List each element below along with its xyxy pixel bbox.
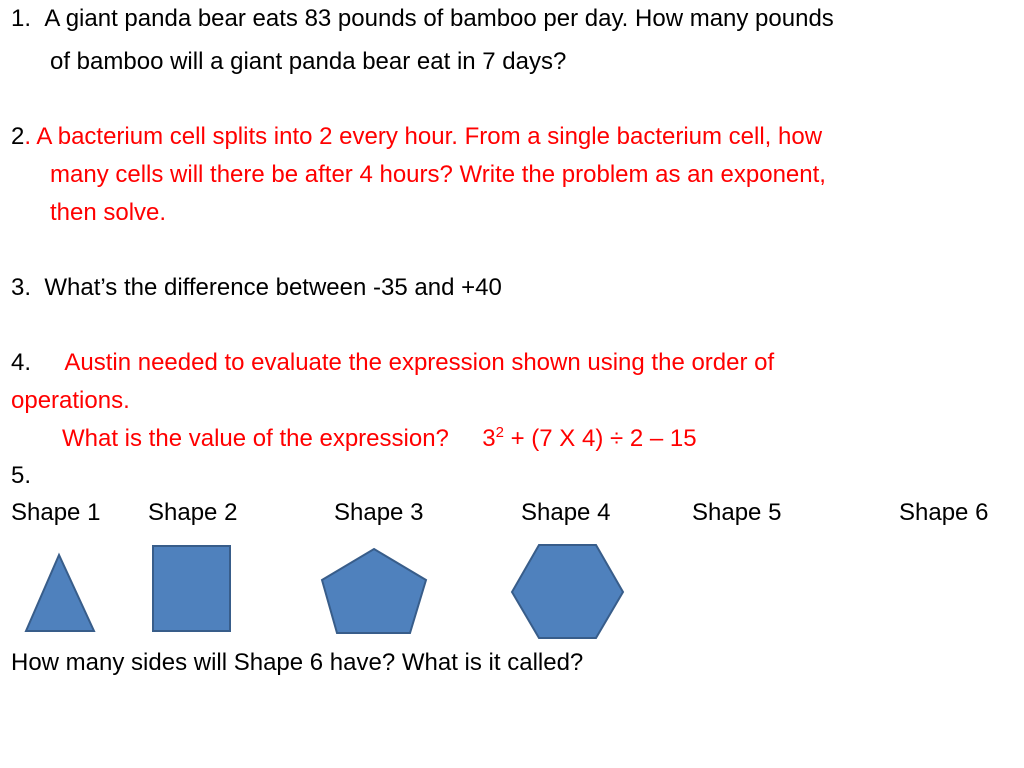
problem-3-text: What’s the difference between -35 and +40: [44, 274, 502, 301]
problem-4-number: 4.: [11, 349, 32, 376]
problem-2-text-line-1: . A bacterium cell splits into 2 every hour. From a single bacterium cell, how: [24, 123, 823, 150]
problem-4-text-line-2: operations.: [11, 387, 130, 414]
problem-2-text-line-2: many cells will there be after 4 hours? Write the problem as an exponent,: [50, 161, 826, 188]
shape-2-label: Shape 2: [148, 499, 238, 526]
problem-3: [11, 269, 502, 307]
problem-2-line-1: [11, 118, 822, 156]
problem-4-line-1: [11, 344, 774, 382]
problem-1-number: 1.: [11, 5, 32, 32]
square-icon: [153, 546, 230, 631]
triangle-icon: [26, 555, 94, 631]
shape-1-label: Shape 1: [11, 499, 101, 526]
shape-5-label: Shape 5: [692, 499, 782, 526]
shapes-row: [0, 530, 1024, 650]
problem-5-question: How many sides will Shape 6 have? What is it called?: [11, 649, 584, 676]
problem-1-line-1: [11, 0, 834, 38]
problem-4-question-text: What is the value of the expression?: [62, 425, 449, 452]
problem-4-text-line-1: Austin needed to evaluate the expression shown using the order of: [64, 349, 775, 376]
problem-1-text-line-1: A giant panda bear eats 83 pounds of bamboo per day. How many pounds: [44, 5, 834, 32]
problem-5-number: 5.: [11, 462, 32, 489]
problem-2-text-line-3: then solve.: [50, 199, 167, 226]
pentagon-icon: [322, 549, 426, 633]
problem-1-text-line-2: of bamboo will a giant panda bear eat in 7 days?: [50, 48, 567, 75]
expression: [482, 425, 696, 452]
hexagon-icon: [512, 545, 623, 638]
problem-3-number: 3.: [11, 274, 32, 301]
expression-exponent: 2: [495, 424, 504, 441]
shape-4-label: Shape 4: [521, 499, 611, 526]
problem-2-number: 2: [11, 123, 25, 150]
shape-3-label: Shape 3: [334, 499, 424, 526]
shape-6-label: Shape 6: [899, 499, 989, 526]
expression-base: 3: [482, 425, 496, 452]
problem-4-question: [62, 420, 697, 458]
expression-rest: + (7 X 4) ÷ 2 – 15: [503, 425, 697, 452]
